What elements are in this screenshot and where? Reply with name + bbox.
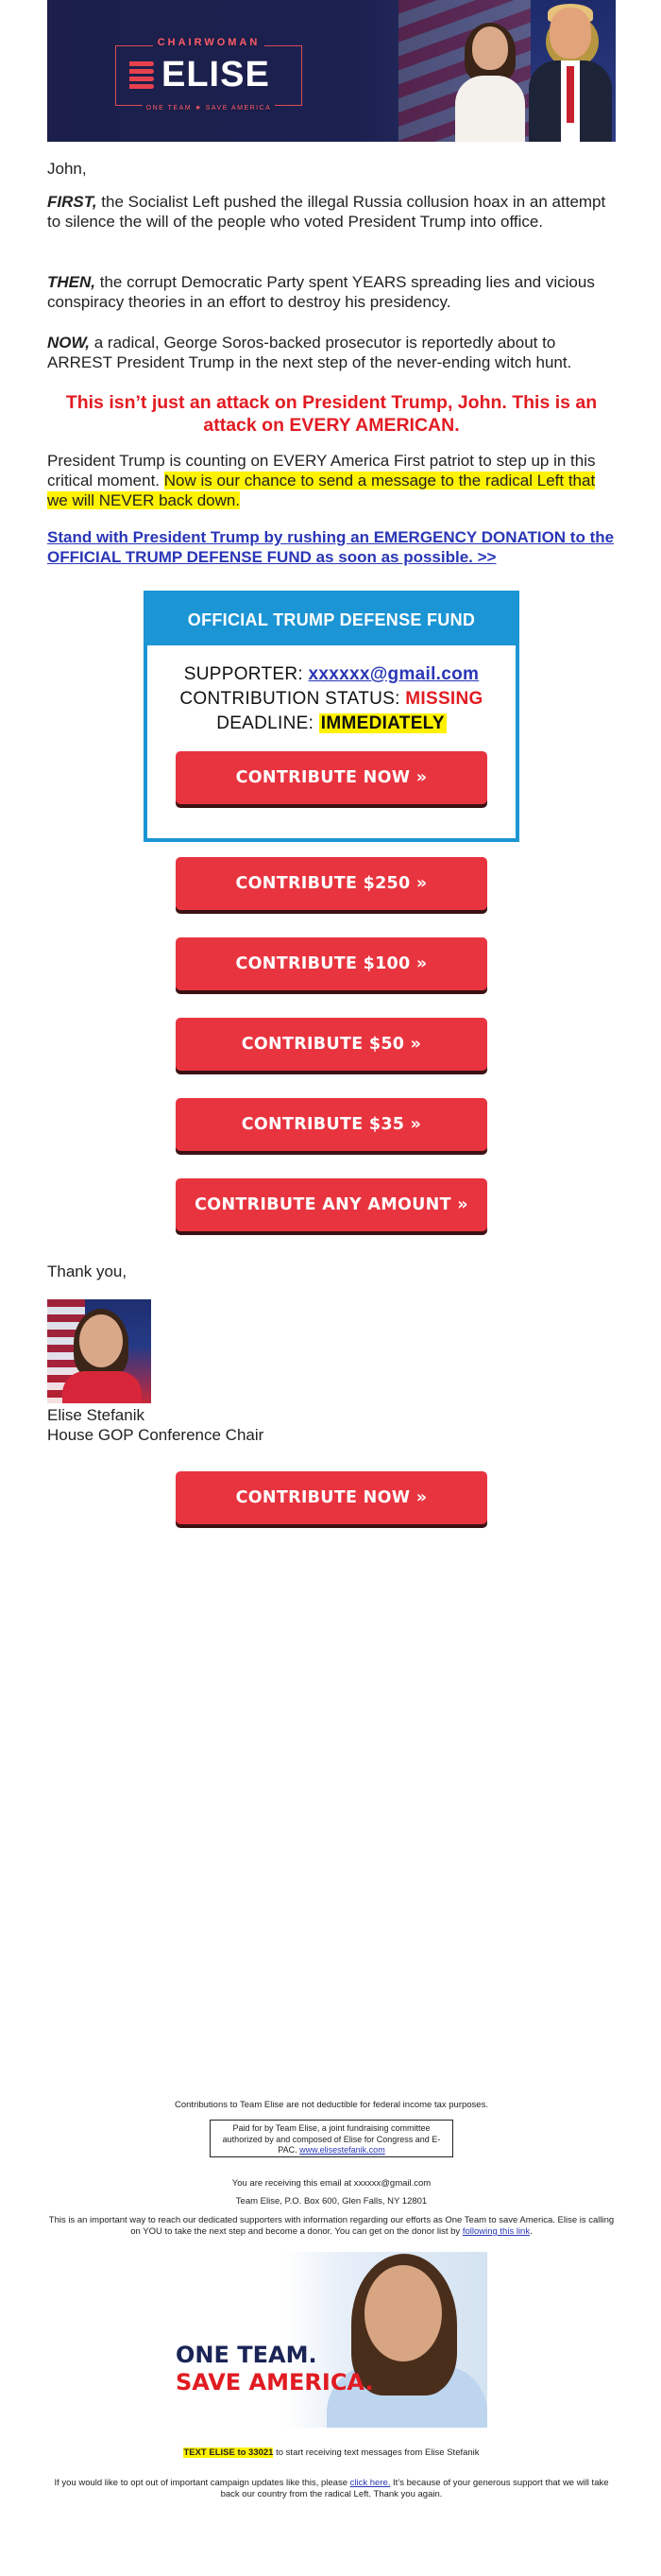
- elise-logo: [115, 37, 302, 112]
- opt-out-link[interactable]: click here.: [349, 2478, 391, 2488]
- paragraph-now: [47, 333, 616, 372]
- opt-out-notice: If you would like to opt out of important campaign updates like this, please click here. It’s because of your generous support that we will take back our country from the radical Left. Thank you again.: [54, 2478, 609, 2499]
- text-signup-rest: to start receiving text messages from Elise Stefanik: [273, 2447, 480, 2458]
- contribute-100-button[interactable]: CONTRIBUTE $100 »: [176, 937, 487, 990]
- deadline-row: [147, 712, 516, 736]
- fund-title: OFFICIAL TRUMP DEFENSE FUND: [147, 594, 516, 645]
- donor-list-link[interactable]: following this link: [462, 2226, 531, 2237]
- supporter-email-link[interactable]: xxxxxx@gmail.com: [308, 664, 480, 684]
- donor-notice-text: This is an important way to reach our dedicated supporters with information regarding our efforts as One Team to save America. Elise is calling on YOU to take the next step and become a donor. You can get on the donor list by: [48, 2215, 615, 2237]
- paid-for-box: [210, 2120, 453, 2157]
- defense-fund-box: [144, 591, 519, 842]
- emergency-donation-link[interactable]: Stand with President Trump by rushing an EMERGENCY DONATION to the OFFICIAL TRUMP DEFENSE FUND as soon as possible. >>: [47, 528, 615, 566]
- logo-top-text: CHAIRWOMAN: [153, 37, 265, 48]
- logo-name: ELISE: [161, 55, 270, 94]
- contribute-now-button[interactable]: CONTRIBUTE NOW »: [176, 751, 487, 804]
- red-headline: This isn’t just an attack on President Trump, John. This is an attack on EVERY AMERICAN.: [65, 392, 598, 436]
- signer-name: Elise Stefanik: [47, 1406, 144, 1424]
- man-photo: [529, 4, 612, 142]
- final-contribute-now-button[interactable]: CONTRIBUTE NOW »: [176, 1471, 487, 1524]
- paragraph-now-text: a radical, George Soros-backed prosecutor is reportedly about to ARREST President Trump in the next step of the never-ending witch hunt.: [47, 334, 572, 371]
- donor-notice: This is an important way to reach our dedicated supporters with information regarding our efforts as One Team to save America. Elise is calling on YOU to take the next step and become a donor. You can get on the donor list by following this link.: [48, 2215, 615, 2237]
- mailing-address: Team Elise, P.O. Box 600, Glen Falls, NY 12801: [235, 2196, 428, 2207]
- paragraph-then: [47, 272, 616, 312]
- promo-image: [176, 2252, 487, 2428]
- promo-line-two: SAVE AMERICA.: [176, 2369, 374, 2396]
- greeting: John,: [47, 160, 87, 178]
- status-label: CONTRIBUTION STATUS:: [179, 689, 406, 709]
- paragraph-first-lead: FIRST,: [47, 193, 97, 211]
- paragraph-counting-text: President Trump is counting on EVERY America First patriot to step up in this critical moment.: [47, 452, 596, 489]
- logo-sub-text: ONE TEAM ★ SAVE AMERICA: [143, 105, 276, 112]
- deadline-value: IMMEDIATELY: [320, 713, 445, 733]
- paragraph-then-lead: THEN,: [47, 273, 95, 291]
- text-signup: [47, 2447, 616, 2458]
- contribute-35-button[interactable]: CONTRIBUTE $35 »: [176, 1098, 487, 1151]
- paragraph-first: [47, 192, 616, 232]
- supporter-label: SUPPORTER:: [183, 664, 309, 684]
- paragraph-counting: [47, 451, 616, 510]
- website-link[interactable]: www.elisestefanik.com: [299, 2145, 385, 2155]
- receiving-notice: You are receiving this email at xxxxxx@gmail.com: [231, 2178, 432, 2189]
- tax-disclaimer: Contributions to Team Elise are not deductible for federal income tax purposes.: [175, 2100, 488, 2110]
- supporter-row: [147, 662, 516, 687]
- deadline-label: DEADLINE:: [216, 713, 319, 733]
- contribute-any-amount-button[interactable]: CONTRIBUTE ANY AMOUNT »: [176, 1178, 487, 1231]
- paragraph-now-lead: NOW,: [47, 334, 91, 352]
- thanks-text: Thank you,: [47, 1262, 127, 1280]
- highlighted-message: Now is our chance to send a message to the radical Left that we will NEVER back down.: [47, 472, 596, 509]
- woman-photo: [455, 26, 525, 142]
- paragraph-then-text: the corrupt Democratic Party spent YEARS spreading lies and vicious conspiracy theories in an effort to destroy his presidency.: [47, 273, 595, 311]
- promo-line-one: ONE TEAM.: [176, 2342, 317, 2368]
- contribute-250-button[interactable]: CONTRIBUTE $250 »: [176, 857, 487, 910]
- text-keyword: TEXT ELISE to 33021: [183, 2447, 274, 2458]
- flag-icon: [129, 61, 154, 90]
- signer-title: House GOP Conference Chair: [47, 1426, 264, 1444]
- paid-for-text: Paid for by Team Elise, a joint fundraising committee authorized by and composed of Elise for Congress and E-PAC.: [222, 2123, 441, 2155]
- status-value: MISSING: [405, 689, 483, 709]
- header-banner: [47, 0, 616, 142]
- signature-photo: [47, 1299, 151, 1403]
- paragraph-first-text: the Socialist Left pushed the illegal Russia collusion hoax in an attempt to silence the will of the people who voted President Trump into office.: [47, 193, 606, 231]
- status-row: [147, 687, 516, 712]
- contribute-50-button[interactable]: CONTRIBUTE $50 »: [176, 1018, 487, 1071]
